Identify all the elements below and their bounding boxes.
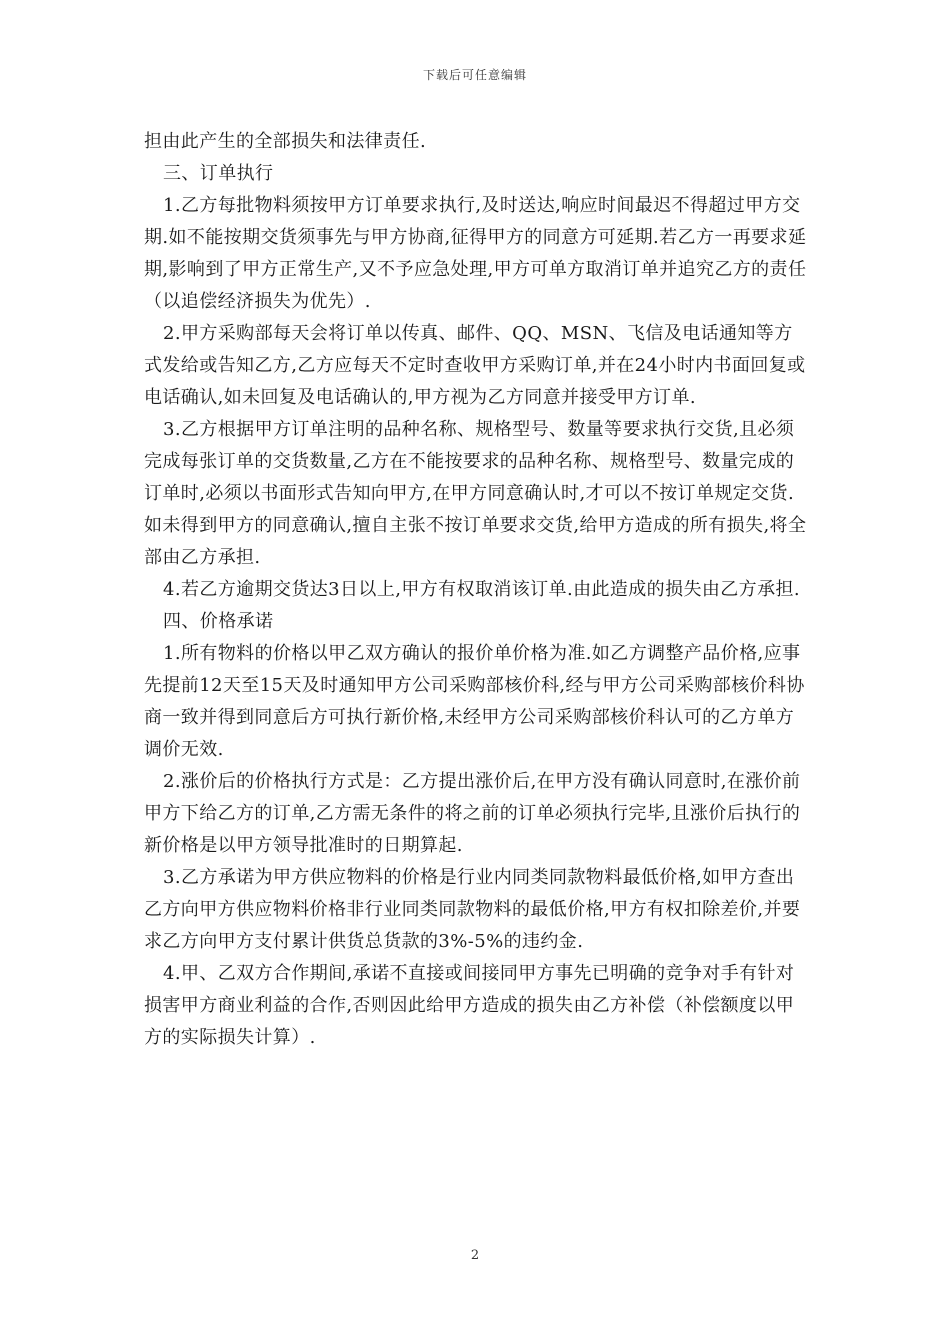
section-heading-price-commitment: 四、价格承诺 [163, 611, 274, 632]
clause-price-commitment-3: 3.乙方承诺为甲方供应物料的价格是行业内同类同款物料最低价格,如甲方查出乙方向甲方供应物料价格非行业同类同款物料的最低价格,甲方有权扣除差价,并要求乙方向甲方支付累计供货总货款的3%-5%的违约金. [144, 867, 801, 952]
clause-price-commitment-2: 2.涨价后的价格执行方式是：乙方提出涨价后,在甲方没有确认同意时,在涨价前甲方下给乙方的订单,乙方需无条件的将之前的订单必须执行完毕,且涨价后执行的新价格是以甲方领导批准时的日期算起. [144, 771, 801, 856]
clause-order-execution-3: 3.乙方根据甲方订单注明的品种名称、规格型号、数量等要求执行交货,且必须完成每张订单的交货数量,乙方在不能按要求的品种名称、规格型号、数量完成的订单时,必须以书面形式告知向甲方,在甲方同意确认时,才可以不按订单规定交货.如未得到甲方的同意确认,擅自主张不按订单要求交货,给甲方造成的所有损失,将全部由乙方承担. [144, 419, 807, 568]
page-number: 2 [470, 1248, 480, 1263]
document-body [144, 126, 808, 1054]
clause-price-commitment-1: 1.所有物料的价格以甲乙双方确认的报价单价格为准.如乙方调整产品价格,应事先提前12天至15天及时通知甲方公司采购部核价科,经与甲方公司采购部核价科协商一致并得到同意后方可执行新价格,未经甲方公司采购部核价科认可的乙方单方调价无效. [144, 643, 805, 760]
clause-order-execution-1: 1.乙方每批物料须按甲方订单要求执行,及时送达,响应时间最迟不得超过甲方交期.如不能按期交货须事先与甲方协商,征得甲方的同意方可延期.若乙方一再要求延期,影响到了甲方正常生产,又不予应急处理,甲方可单方取消订单并追究乙方的责任（以追偿经济损失为优先）. [144, 195, 807, 312]
clause-order-execution-2: 2.甲方采购部每天会将订单以传真、邮件、QQ、MSN、飞信及电话通知等方式发给或告知乙方,乙方应每天不定时查收甲方采购订单,并在24小时内书面回复或电话确认,如未回复及电话确认的,甲方视为乙方同意并接受甲方订单. [144, 323, 806, 408]
section-heading-order-execution: 三、订单执行 [163, 163, 274, 184]
clause-price-commitment-4: 4.甲、乙双方合作期间,承诺不直接或间接同甲方事先已明确的竞争对手有针对损害甲方商业利益的合作,否则因此给甲方造成的损失由乙方补偿（补偿额度以甲方的实际损失计算）. [144, 963, 795, 1048]
clause-order-execution-4: 4.若乙方逾期交货达3日以上,甲方有权取消该订单.由此造成的损失由乙方承担. [163, 579, 800, 600]
page-header-note: 下载后可任意编辑 [422, 68, 527, 82]
paragraph-continuation: 担由此产生的全部损失和法律责任. [144, 131, 427, 152]
